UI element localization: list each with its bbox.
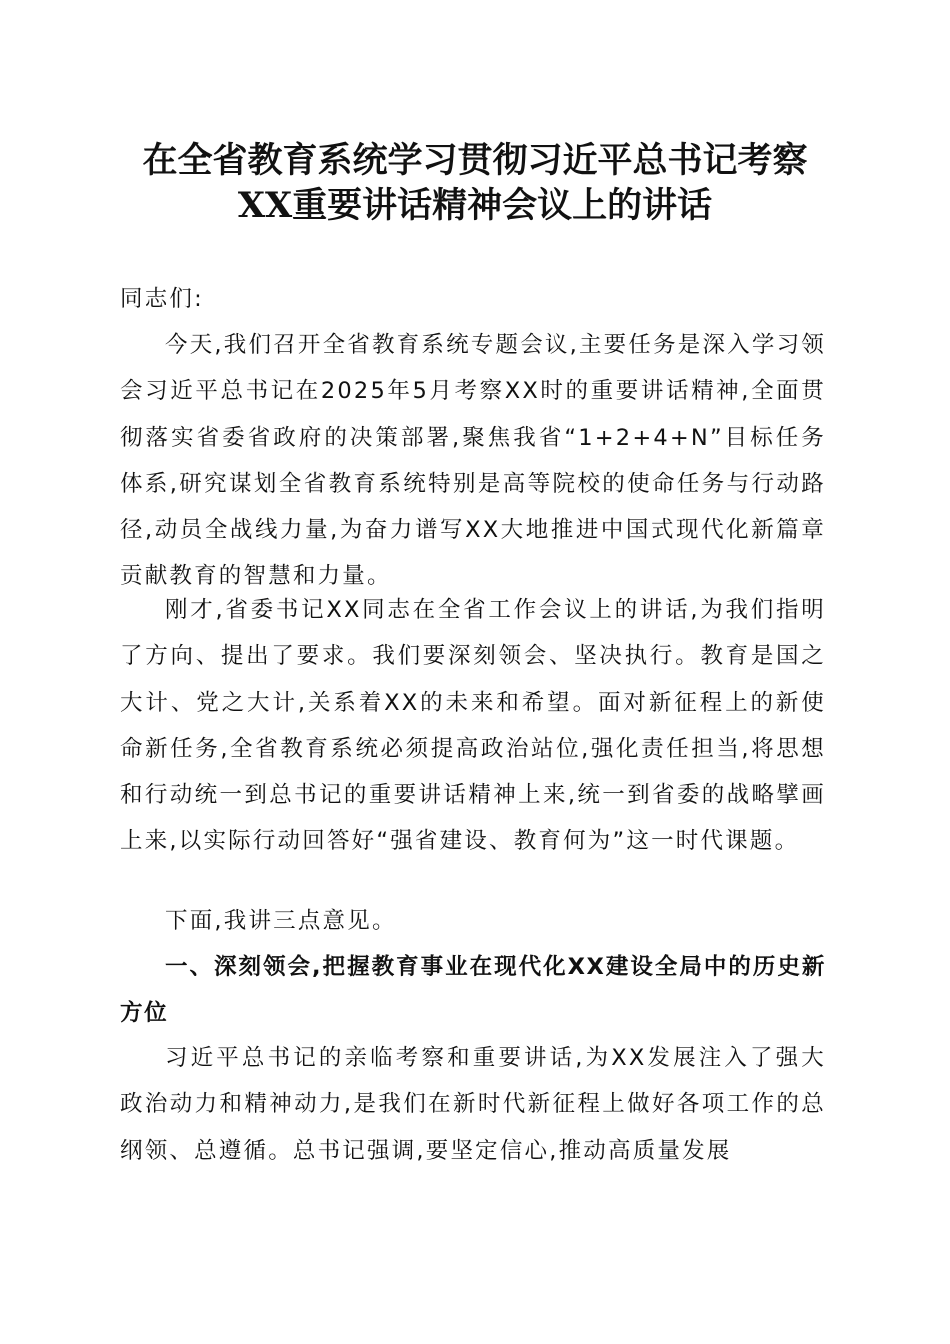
section-heading-text: 一、深刻领会,把握教育事业在现代化XX建设全局中的历史新方位 [120, 954, 826, 1027]
paragraph-2 [120, 587, 826, 865]
paragraph-text: 下面,我讲三点意见。 [165, 908, 397, 934]
paragraph-text: 今天,我们召开全省教育系统专题会议,主要任务是深入学习领会习近平总书记在2025年5月考察XX时的重要讲话精神,全面贯彻落实省委省政府的决策部署,聚焦我省“1+2+4+N”目标任务体系,研究谋划全省教育系统特别是高等院校的使命任务与行动路径,动员全战线力量,为奋力谱写XX大地推进中国式现代化新篇章贡献教育的智慧和力量。 [120, 332, 826, 590]
document-title-line-2: XX重要讲话精神会议上的讲话 [237, 185, 713, 226]
paragraph-text: 刚才,省委书记XX同志在全省工作会议上的讲话,为我们指明了方向、提出了要求。我们要深刻领会、坚决执行。教育是国之大计、党之大计,关系着XX的未来和希望。面对新征程上的新使命新任务,全省教育系统必须提高政治站位,强化责任担当,将思想和行动统一到总书记的重要讲话精神上来,统一到省委的战略擘画上来,以实际行动回答好“强省建设、教育何为”这一时代课题。 [120, 597, 826, 855]
greeting: 同志们: [120, 286, 204, 312]
section-heading-1 [120, 944, 826, 1037]
paragraph-1 [120, 322, 826, 600]
paragraph-4 [120, 1035, 826, 1174]
paragraph-text: 习近平总书记的亲临考察和重要讲话,为XX发展注入了强大政治动力和精神动力,是我们在新时代新征程上做好各项工作的总纲领、总遵循。总书记强调,要坚定信心,推动高质量发展 [120, 1045, 826, 1164]
document-title-line-1: 在全省教育系统学习贯彻习近平总书记考察 [142, 140, 808, 181]
paragraph-3 [120, 898, 826, 944]
